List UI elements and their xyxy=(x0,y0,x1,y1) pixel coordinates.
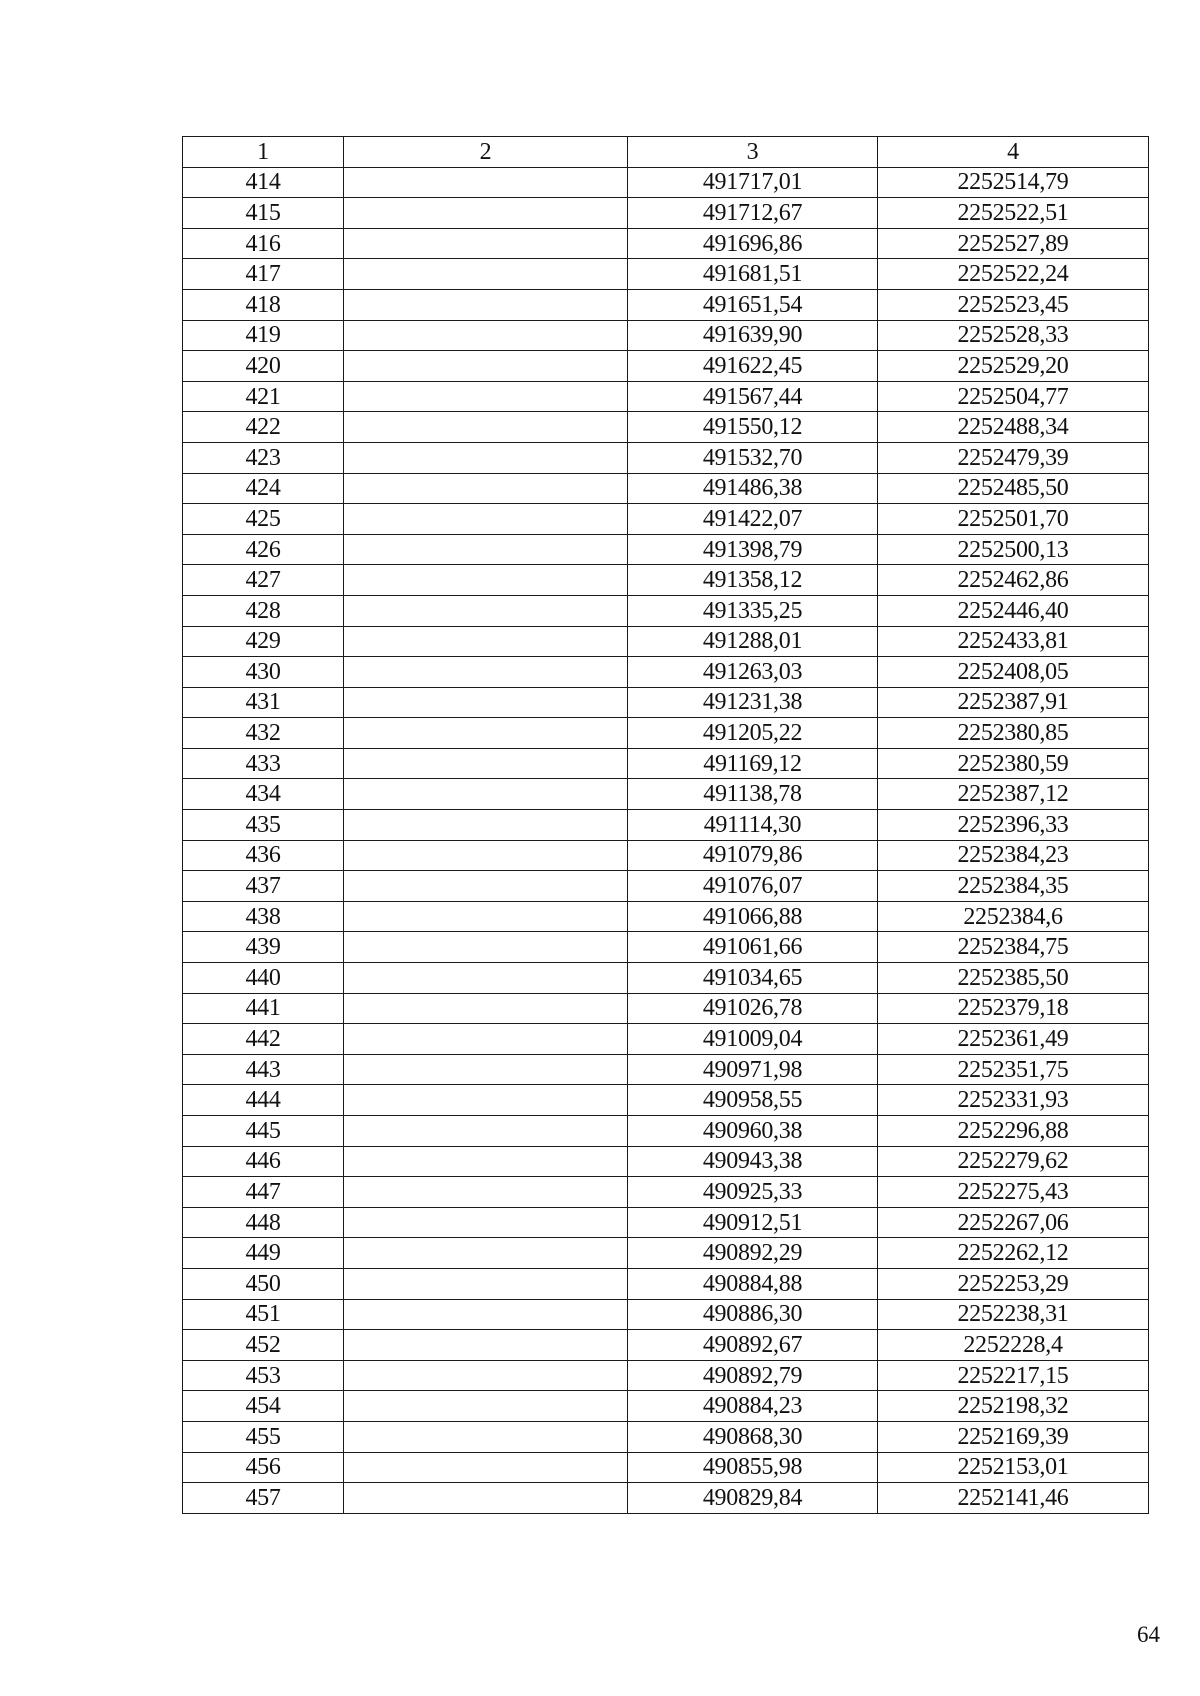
point-number-cell: 415 xyxy=(183,198,344,229)
point-number-cell: 448 xyxy=(183,1207,344,1238)
point-number-cell: 445 xyxy=(183,1116,344,1147)
table-row xyxy=(183,289,1149,320)
coordinates-table xyxy=(182,136,1149,1514)
description-cell xyxy=(344,687,628,718)
point-number-cell: 417 xyxy=(183,259,344,290)
description-cell xyxy=(344,320,628,351)
x-coordinate-cell: 491114,30 xyxy=(628,810,878,841)
y-coordinate-cell: 2252479,39 xyxy=(878,442,1149,473)
x-coordinate-cell: 491138,78 xyxy=(628,779,878,810)
point-number-cell: 420 xyxy=(183,351,344,382)
x-coordinate-cell: 490943,38 xyxy=(628,1146,878,1177)
point-number-cell: 446 xyxy=(183,1146,344,1177)
description-cell xyxy=(344,1054,628,1085)
y-coordinate-cell: 2252500,13 xyxy=(878,534,1149,565)
table-row xyxy=(183,1207,1149,1238)
point-number-cell: 414 xyxy=(183,167,344,198)
description-cell xyxy=(344,595,628,626)
y-coordinate-cell: 2252514,79 xyxy=(878,167,1149,198)
x-coordinate-cell: 490925,33 xyxy=(628,1177,878,1208)
description-cell xyxy=(344,167,628,198)
y-coordinate-cell: 2252504,77 xyxy=(878,381,1149,412)
header-cell-col4: 4 xyxy=(878,137,1149,168)
point-number-cell: 454 xyxy=(183,1391,344,1422)
table-row xyxy=(183,1085,1149,1116)
y-coordinate-cell: 2252485,50 xyxy=(878,473,1149,504)
description-cell xyxy=(344,1268,628,1299)
x-coordinate-cell: 490868,30 xyxy=(628,1421,878,1452)
table-row xyxy=(183,1421,1149,1452)
point-number-cell: 425 xyxy=(183,504,344,535)
y-coordinate-cell: 2252522,24 xyxy=(878,259,1149,290)
x-coordinate-cell: 491026,78 xyxy=(628,993,878,1024)
description-cell xyxy=(344,1299,628,1330)
description-cell xyxy=(344,1238,628,1269)
y-coordinate-cell: 2252361,49 xyxy=(878,1024,1149,1055)
y-coordinate-cell: 2252296,88 xyxy=(878,1116,1149,1147)
y-coordinate-cell: 2252141,46 xyxy=(878,1483,1149,1514)
table-row xyxy=(183,1299,1149,1330)
description-cell xyxy=(344,901,628,932)
point-number-cell: 428 xyxy=(183,595,344,626)
header-row xyxy=(183,137,1149,168)
table-row xyxy=(183,1483,1149,1514)
point-number-cell: 452 xyxy=(183,1330,344,1361)
x-coordinate-cell: 491550,12 xyxy=(628,412,878,443)
x-coordinate-cell: 491696,86 xyxy=(628,228,878,259)
y-coordinate-cell: 2252384,6 xyxy=(878,901,1149,932)
x-coordinate-cell: 491009,04 xyxy=(628,1024,878,1055)
table-row xyxy=(183,932,1149,963)
x-coordinate-cell: 490886,30 xyxy=(628,1299,878,1330)
table-row xyxy=(183,351,1149,382)
description-cell xyxy=(344,1421,628,1452)
description-cell xyxy=(344,1330,628,1361)
point-number-cell: 422 xyxy=(183,412,344,443)
point-number-cell: 435 xyxy=(183,810,344,841)
y-coordinate-cell: 2252253,29 xyxy=(878,1268,1149,1299)
x-coordinate-cell: 491066,88 xyxy=(628,901,878,932)
description-cell xyxy=(344,718,628,749)
y-coordinate-cell: 2252351,75 xyxy=(878,1054,1149,1085)
x-coordinate-cell: 491076,07 xyxy=(628,871,878,902)
description-cell xyxy=(344,259,628,290)
table-row xyxy=(183,228,1149,259)
y-coordinate-cell: 2252153,01 xyxy=(878,1452,1149,1483)
x-coordinate-cell: 490892,79 xyxy=(628,1360,878,1391)
point-number-cell: 455 xyxy=(183,1421,344,1452)
point-number-cell: 432 xyxy=(183,718,344,749)
y-coordinate-cell: 2252385,50 xyxy=(878,963,1149,994)
y-coordinate-cell: 2252384,35 xyxy=(878,871,1149,902)
table-row xyxy=(183,993,1149,1024)
x-coordinate-cell: 491358,12 xyxy=(628,565,878,596)
table-row xyxy=(183,1177,1149,1208)
table-row xyxy=(183,1146,1149,1177)
x-coordinate-cell: 490855,98 xyxy=(628,1452,878,1483)
table-row xyxy=(183,320,1149,351)
description-cell xyxy=(344,473,628,504)
y-coordinate-cell: 2252331,93 xyxy=(878,1085,1149,1116)
y-coordinate-cell: 2252379,18 xyxy=(878,993,1149,1024)
description-cell xyxy=(344,779,628,810)
point-number-cell: 429 xyxy=(183,626,344,657)
description-cell xyxy=(344,1207,628,1238)
table-row xyxy=(183,595,1149,626)
x-coordinate-cell: 490960,38 xyxy=(628,1116,878,1147)
y-coordinate-cell: 2252501,70 xyxy=(878,504,1149,535)
y-coordinate-cell: 2252380,59 xyxy=(878,748,1149,779)
point-number-cell: 430 xyxy=(183,657,344,688)
x-coordinate-cell: 491567,44 xyxy=(628,381,878,412)
point-number-cell: 457 xyxy=(183,1483,344,1514)
y-coordinate-cell: 2252198,32 xyxy=(878,1391,1149,1422)
point-number-cell: 427 xyxy=(183,565,344,596)
x-coordinate-cell: 490971,98 xyxy=(628,1054,878,1085)
point-number-cell: 418 xyxy=(183,289,344,320)
point-number-cell: 447 xyxy=(183,1177,344,1208)
header-cell-col1: 1 xyxy=(183,137,344,168)
table-row xyxy=(183,963,1149,994)
y-coordinate-cell: 2252262,12 xyxy=(878,1238,1149,1269)
point-number-cell: 449 xyxy=(183,1238,344,1269)
table-row xyxy=(183,687,1149,718)
description-cell xyxy=(344,504,628,535)
table-row xyxy=(183,626,1149,657)
table-row xyxy=(183,504,1149,535)
table-row xyxy=(183,657,1149,688)
description-cell xyxy=(344,871,628,902)
point-number-cell: 441 xyxy=(183,993,344,1024)
description-cell xyxy=(344,1483,628,1514)
y-coordinate-cell: 2252523,45 xyxy=(878,289,1149,320)
y-coordinate-cell: 2252217,15 xyxy=(878,1360,1149,1391)
y-coordinate-cell: 2252522,51 xyxy=(878,198,1149,229)
point-number-cell: 450 xyxy=(183,1268,344,1299)
point-number-cell: 434 xyxy=(183,779,344,810)
table-row xyxy=(183,840,1149,871)
description-cell xyxy=(344,534,628,565)
description-cell xyxy=(344,1024,628,1055)
header-cell-col2: 2 xyxy=(344,137,628,168)
description-cell xyxy=(344,198,628,229)
description-cell xyxy=(344,289,628,320)
description-cell xyxy=(344,412,628,443)
description-cell xyxy=(344,1116,628,1147)
point-number-cell: 419 xyxy=(183,320,344,351)
point-number-cell: 426 xyxy=(183,534,344,565)
description-cell xyxy=(344,993,628,1024)
description-cell xyxy=(344,932,628,963)
table-row xyxy=(183,565,1149,596)
table-row xyxy=(183,1330,1149,1361)
description-cell xyxy=(344,351,628,382)
table-row xyxy=(183,748,1149,779)
y-coordinate-cell: 2252528,33 xyxy=(878,320,1149,351)
y-coordinate-cell: 2252380,85 xyxy=(878,718,1149,749)
table-row xyxy=(183,198,1149,229)
point-number-cell: 433 xyxy=(183,748,344,779)
x-coordinate-cell: 490958,55 xyxy=(628,1085,878,1116)
table-row xyxy=(183,1391,1149,1422)
x-coordinate-cell: 491034,65 xyxy=(628,963,878,994)
y-coordinate-cell: 2252279,62 xyxy=(878,1146,1149,1177)
y-coordinate-cell: 2252488,34 xyxy=(878,412,1149,443)
x-coordinate-cell: 490829,84 xyxy=(628,1483,878,1514)
x-coordinate-cell: 491263,03 xyxy=(628,657,878,688)
x-coordinate-cell: 491622,45 xyxy=(628,351,878,382)
table-row xyxy=(183,1452,1149,1483)
y-coordinate-cell: 2252169,39 xyxy=(878,1421,1149,1452)
page-number: 64 xyxy=(1137,1622,1160,1647)
point-number-cell: 436 xyxy=(183,840,344,871)
y-coordinate-cell: 2252238,31 xyxy=(878,1299,1149,1330)
x-coordinate-cell: 491639,90 xyxy=(628,320,878,351)
point-number-cell: 456 xyxy=(183,1452,344,1483)
description-cell xyxy=(344,1146,628,1177)
description-cell xyxy=(344,565,628,596)
description-cell xyxy=(344,228,628,259)
x-coordinate-cell: 490884,88 xyxy=(628,1268,878,1299)
x-coordinate-cell: 490884,23 xyxy=(628,1391,878,1422)
table-row xyxy=(183,412,1149,443)
x-coordinate-cell: 491398,79 xyxy=(628,534,878,565)
y-coordinate-cell: 2252384,75 xyxy=(878,932,1149,963)
point-number-cell: 443 xyxy=(183,1054,344,1085)
x-coordinate-cell: 491079,86 xyxy=(628,840,878,871)
table-row xyxy=(183,779,1149,810)
y-coordinate-cell: 2252387,12 xyxy=(878,779,1149,810)
point-number-cell: 440 xyxy=(183,963,344,994)
table-row xyxy=(183,473,1149,504)
point-number-cell: 451 xyxy=(183,1299,344,1330)
description-cell xyxy=(344,963,628,994)
x-coordinate-cell: 491681,51 xyxy=(628,259,878,290)
table-body xyxy=(183,167,1149,1513)
description-cell xyxy=(344,442,628,473)
point-number-cell: 421 xyxy=(183,381,344,412)
x-coordinate-cell: 491717,01 xyxy=(628,167,878,198)
table-row xyxy=(183,1268,1149,1299)
point-number-cell: 438 xyxy=(183,901,344,932)
table-row xyxy=(183,1116,1149,1147)
table-row xyxy=(183,381,1149,412)
table-row xyxy=(183,1024,1149,1055)
point-number-cell: 423 xyxy=(183,442,344,473)
table-row xyxy=(183,1360,1149,1391)
x-coordinate-cell: 491651,54 xyxy=(628,289,878,320)
description-cell xyxy=(344,810,628,841)
y-coordinate-cell: 2252384,23 xyxy=(878,840,1149,871)
y-coordinate-cell: 2252529,20 xyxy=(878,351,1149,382)
description-cell xyxy=(344,840,628,871)
x-coordinate-cell: 491532,70 xyxy=(628,442,878,473)
description-cell xyxy=(344,1391,628,1422)
x-coordinate-cell: 491486,38 xyxy=(628,473,878,504)
description-cell xyxy=(344,657,628,688)
x-coordinate-cell: 491231,38 xyxy=(628,687,878,718)
point-number-cell: 416 xyxy=(183,228,344,259)
x-coordinate-cell: 491712,67 xyxy=(628,198,878,229)
table-row xyxy=(183,534,1149,565)
description-cell xyxy=(344,748,628,779)
point-number-cell: 442 xyxy=(183,1024,344,1055)
x-coordinate-cell: 491205,22 xyxy=(628,718,878,749)
y-coordinate-cell: 2252527,89 xyxy=(878,228,1149,259)
point-number-cell: 444 xyxy=(183,1085,344,1116)
table-row xyxy=(183,810,1149,841)
y-coordinate-cell: 2252433,81 xyxy=(878,626,1149,657)
y-coordinate-cell: 2252396,33 xyxy=(878,810,1149,841)
point-number-cell: 437 xyxy=(183,871,344,902)
table-row xyxy=(183,901,1149,932)
header-cell-col3: 3 xyxy=(628,137,878,168)
description-cell xyxy=(344,1085,628,1116)
table-row xyxy=(183,1238,1149,1269)
description-cell xyxy=(344,1452,628,1483)
table-header xyxy=(183,137,1149,168)
y-coordinate-cell: 2252267,06 xyxy=(878,1207,1149,1238)
description-cell xyxy=(344,1360,628,1391)
description-cell xyxy=(344,1177,628,1208)
description-cell xyxy=(344,381,628,412)
x-coordinate-cell: 491061,66 xyxy=(628,932,878,963)
x-coordinate-cell: 491422,07 xyxy=(628,504,878,535)
y-coordinate-cell: 2252462,86 xyxy=(878,565,1149,596)
y-coordinate-cell: 2252408,05 xyxy=(878,657,1149,688)
point-number-cell: 439 xyxy=(183,932,344,963)
table-row xyxy=(183,871,1149,902)
x-coordinate-cell: 491169,12 xyxy=(628,748,878,779)
point-number-cell: 453 xyxy=(183,1360,344,1391)
table-row xyxy=(183,442,1149,473)
table-row xyxy=(183,718,1149,749)
table-row xyxy=(183,259,1149,290)
x-coordinate-cell: 490912,51 xyxy=(628,1207,878,1238)
table-row xyxy=(183,1054,1149,1085)
y-coordinate-cell: 2252387,91 xyxy=(878,687,1149,718)
x-coordinate-cell: 490892,67 xyxy=(628,1330,878,1361)
y-coordinate-cell: 2252446,40 xyxy=(878,595,1149,626)
x-coordinate-cell: 491335,25 xyxy=(628,595,878,626)
y-coordinate-cell: 2252228,4 xyxy=(878,1330,1149,1361)
point-number-cell: 431 xyxy=(183,687,344,718)
x-coordinate-cell: 490892,29 xyxy=(628,1238,878,1269)
table-row xyxy=(183,167,1149,198)
x-coordinate-cell: 491288,01 xyxy=(628,626,878,657)
y-coordinate-cell: 2252275,43 xyxy=(878,1177,1149,1208)
point-number-cell: 424 xyxy=(183,473,344,504)
description-cell xyxy=(344,626,628,657)
